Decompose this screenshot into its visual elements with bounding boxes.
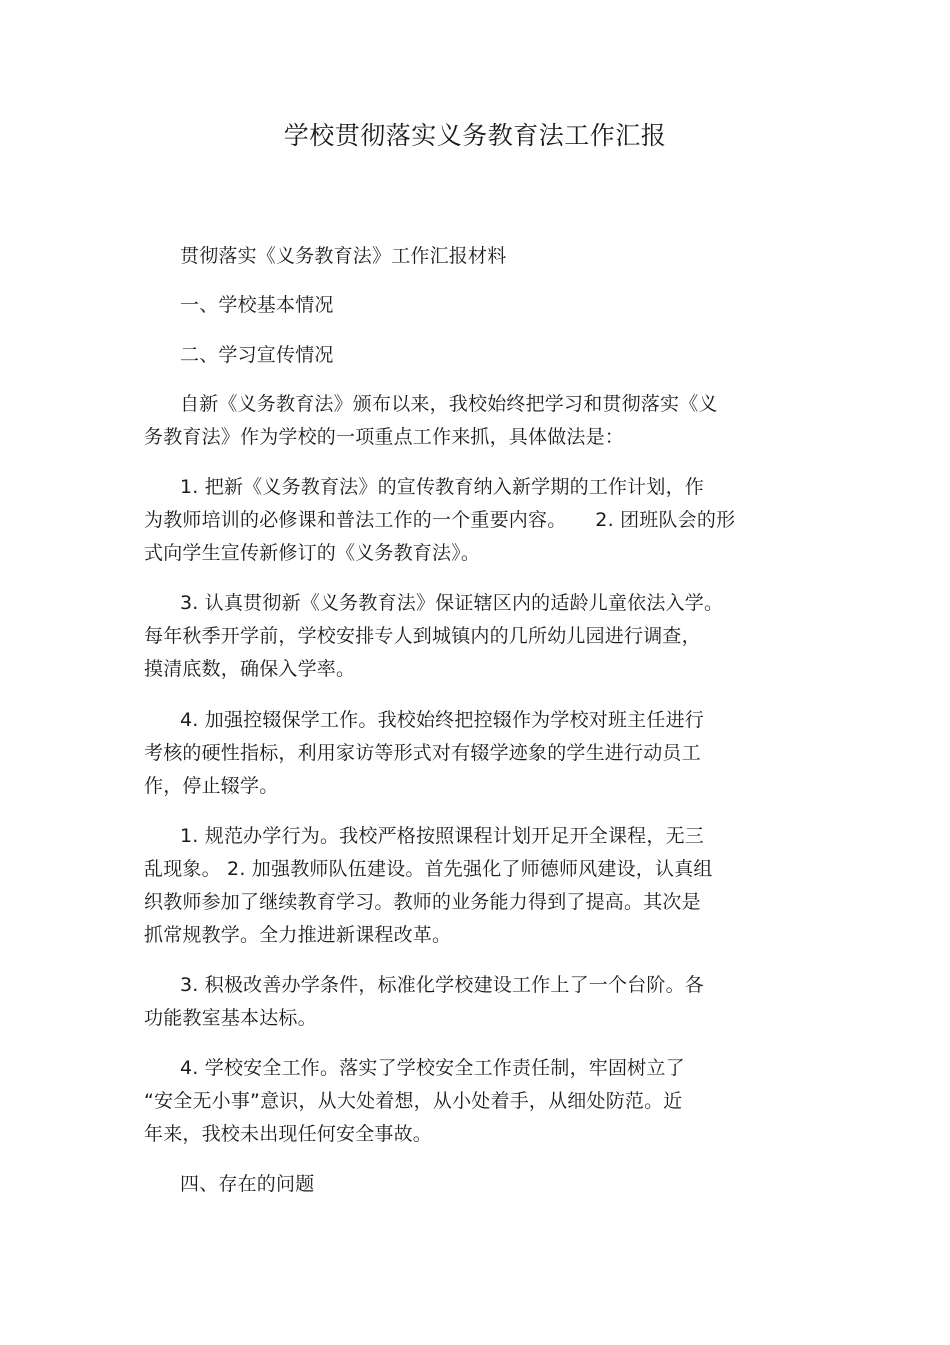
- paragraph-line: 为教师培训的必修课和普法工作的一个重要内容。 2. 团班队会的形: [144, 509, 736, 531]
- document-title: 学校贯彻落实义务教育法工作汇报: [283, 121, 667, 150]
- subtitle-line: 贯彻落实《义务教育法》工作汇报材料: [180, 245, 507, 267]
- paragraph-line: 考核的硬性指标，利用家访等形式对有辍学迹象的学生进行动员工: [144, 742, 701, 764]
- paragraph-line: 功能教室基本达标。: [144, 1007, 317, 1029]
- paragraph-line: 3. 认真贯彻新《义务教育法》保证辖区内的适龄儿童依法入学。: [180, 592, 724, 614]
- paragraph-line: “安全无小事”意识，从大处着想，从小处着手，从细处防范。近: [144, 1090, 683, 1112]
- paragraph-line: 织教师参加了继续教育学习。教师的业务能力得到了提高。其次是: [144, 891, 701, 913]
- paragraph-line: 乱现象。 2. 加强教师队伍建设。首先强化了师德师风建设，认真组: [144, 858, 713, 880]
- paragraph-line: 4. 加强控辍保学工作。我校始终把控辍作为学校对班主任进行: [180, 709, 704, 731]
- section-heading-2: 二、学习宣传情况: [180, 344, 334, 366]
- paragraph-line: 摸清底数，确保入学率。: [144, 658, 356, 680]
- paragraph-line: 每年秋季开学前，学校安排专人到城镇内的几所幼儿园进行调查，: [144, 625, 701, 647]
- paragraph-line: 自新《义务教育法》颁布以来，我校始终把学习和贯彻落实《义: [180, 393, 718, 415]
- section-heading-1: 一、学校基本情况: [180, 294, 334, 316]
- paragraph-line: 1. 把新《义务教育法》的宣传教育纳入新学期的工作计划，作: [180, 476, 704, 498]
- paragraph-line: 1. 规范办学行为。我校严格按照课程计划开足开全课程，无三: [180, 825, 704, 847]
- paragraph-line: 作，停止辍学。: [144, 775, 279, 797]
- paragraph-line: 式向学生宣传新修订的《义务教育法》。: [144, 542, 481, 564]
- section-heading-4: 四、存在的问题: [180, 1173, 315, 1195]
- paragraph-line: 抓常规教学。全力推进新课程改革。: [144, 924, 452, 946]
- paragraph-line: 年来，我校未出现任何安全事故。: [144, 1123, 433, 1145]
- paragraph-line: 务教育法》作为学校的一项重点工作来抓，具体做法是：: [144, 426, 625, 448]
- paragraph-line: 3. 积极改善办学条件，标准化学校建设工作上了一个台阶。各: [180, 974, 704, 996]
- paragraph-line: 4. 学校安全工作。落实了学校安全工作责任制，牢固树立了: [180, 1057, 685, 1079]
